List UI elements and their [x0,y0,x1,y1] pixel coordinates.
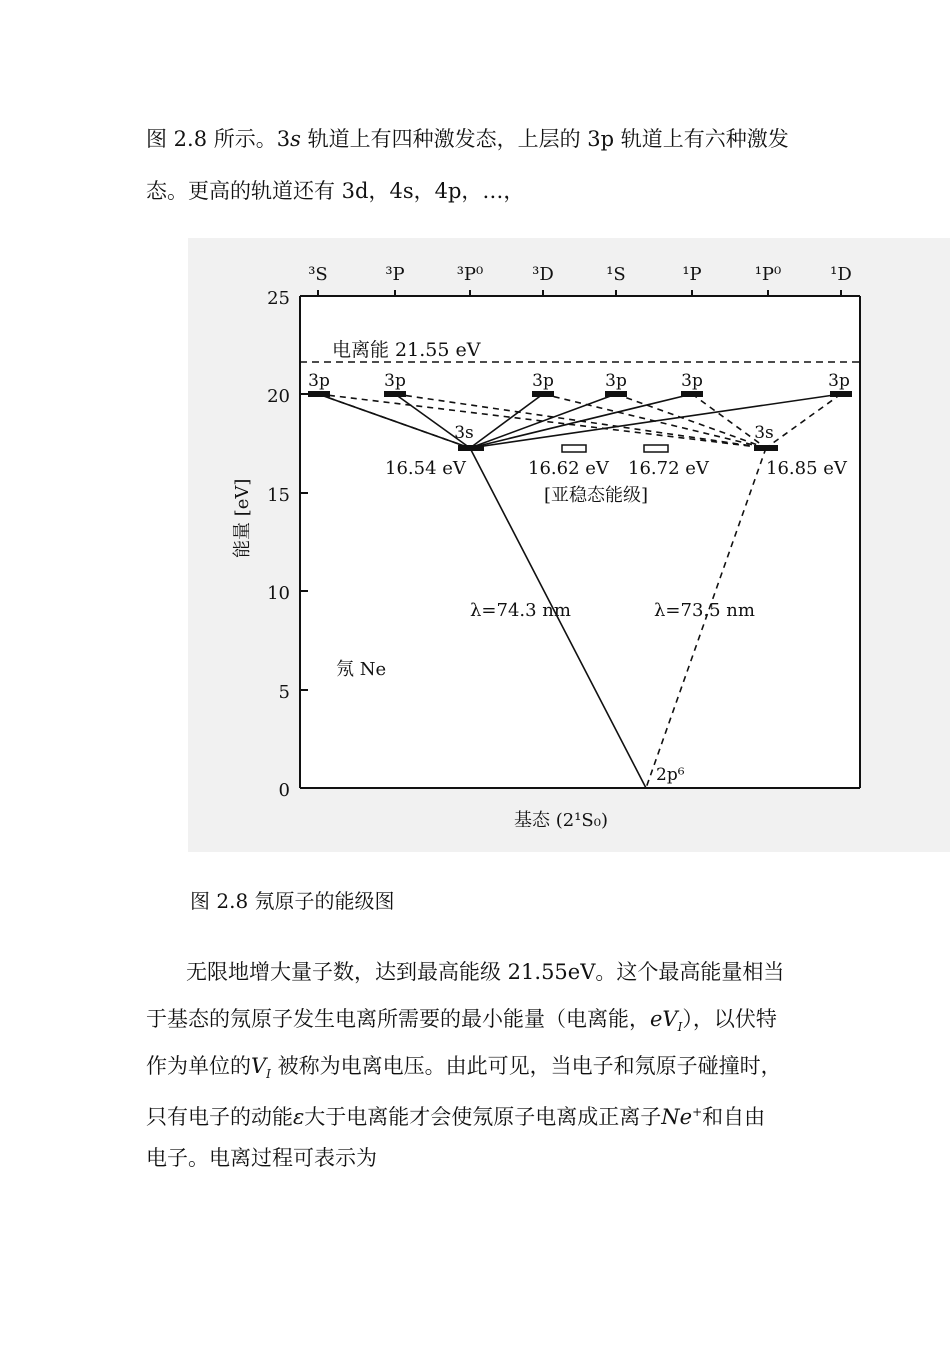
level-16-62 [562,445,586,452]
y-tick-label: 25 [267,288,290,309]
level-3s-label: 3s [754,423,774,443]
term-label: ³P⁰ [456,264,484,285]
energy-16-62: 16.62 eV [528,458,609,479]
level-3p-label: 3p [681,371,703,391]
y-tick-label: 5 [278,682,290,703]
term-label: ¹S [606,264,626,285]
ground-config: 2p⁶ [656,765,685,785]
term-label: ¹P⁰ [754,264,782,285]
y-tick-label: 0 [278,780,290,801]
y-tick-label: 10 [267,583,290,604]
y-axis-label: 能量 [eV] [232,478,253,558]
level-3p-label: 3p [384,371,406,391]
paragraph-2-line-1: 无限地增大量子数，达到最高能级 21.55eV。这个最高能量相当 [186,960,785,984]
level-3p-label: 3p [532,371,554,391]
metastable-label: [亚稳态能级] [544,485,649,506]
paragraph-2-line-5: 电子。电离过程可表示为 [146,1146,377,1170]
energy-16-72: 16.72 eV [628,458,709,479]
level-3p-label: 3p [828,371,850,391]
term-label: ¹D [830,264,852,285]
level-16-72 [644,445,668,452]
level-3s-label: 3s [454,423,474,443]
term-label: ³P [385,264,405,285]
level-3s-16-54 [458,445,484,451]
figure-caption: 图 2.8 氖原子的能级图 [190,889,395,913]
paragraph-2-line-2: 于基态的氖原子发生电离所需要的最小能量（电离能，$eV_I$），以伏特 [146,1007,777,1035]
ionization-label: 电离能 21.55 eV [332,339,481,361]
wavelength-74-3: λ=74.3 nm [470,600,571,621]
level-3s-16-85 [754,445,778,451]
y-tick-label: 15 [267,485,290,506]
paragraph-2-line-3: 作为单位的$V_I$ 被称为电离电压。由此可见，当电子和氖原子碰撞时， [146,1054,782,1082]
y-tick-label: 20 [267,386,290,407]
term-label: ³S [308,264,328,285]
x-axis-label: 基态 (2¹S₀) [514,810,608,831]
paragraph-2-line-4: 只有电子的动能ε大于电离能才会使氖原子电离成正离子Ne+和自由 [146,1105,766,1129]
element-label: 氖 Ne [336,659,387,680]
energy-16-85: 16.85 eV [766,458,847,479]
wavelength-73-5: λ=73.5 nm [654,600,755,621]
paragraph-1-line-2: 态。更高的轨道还有 3d，4s，4p，…， [146,179,525,203]
neon-energy-level-diagram [188,238,950,852]
level-3p-label: 3p [308,371,330,391]
level-3p-label: 3p [605,371,627,391]
term-label: ¹P [682,264,702,285]
paragraph-1-line-1: 图 2.8 所示。3s 轨道上有四种激发态，上层的 3p 轨道上有六种激发 [146,127,789,151]
energy-16-54: 16.54 eV [385,458,466,479]
term-label: ³D [532,264,554,285]
